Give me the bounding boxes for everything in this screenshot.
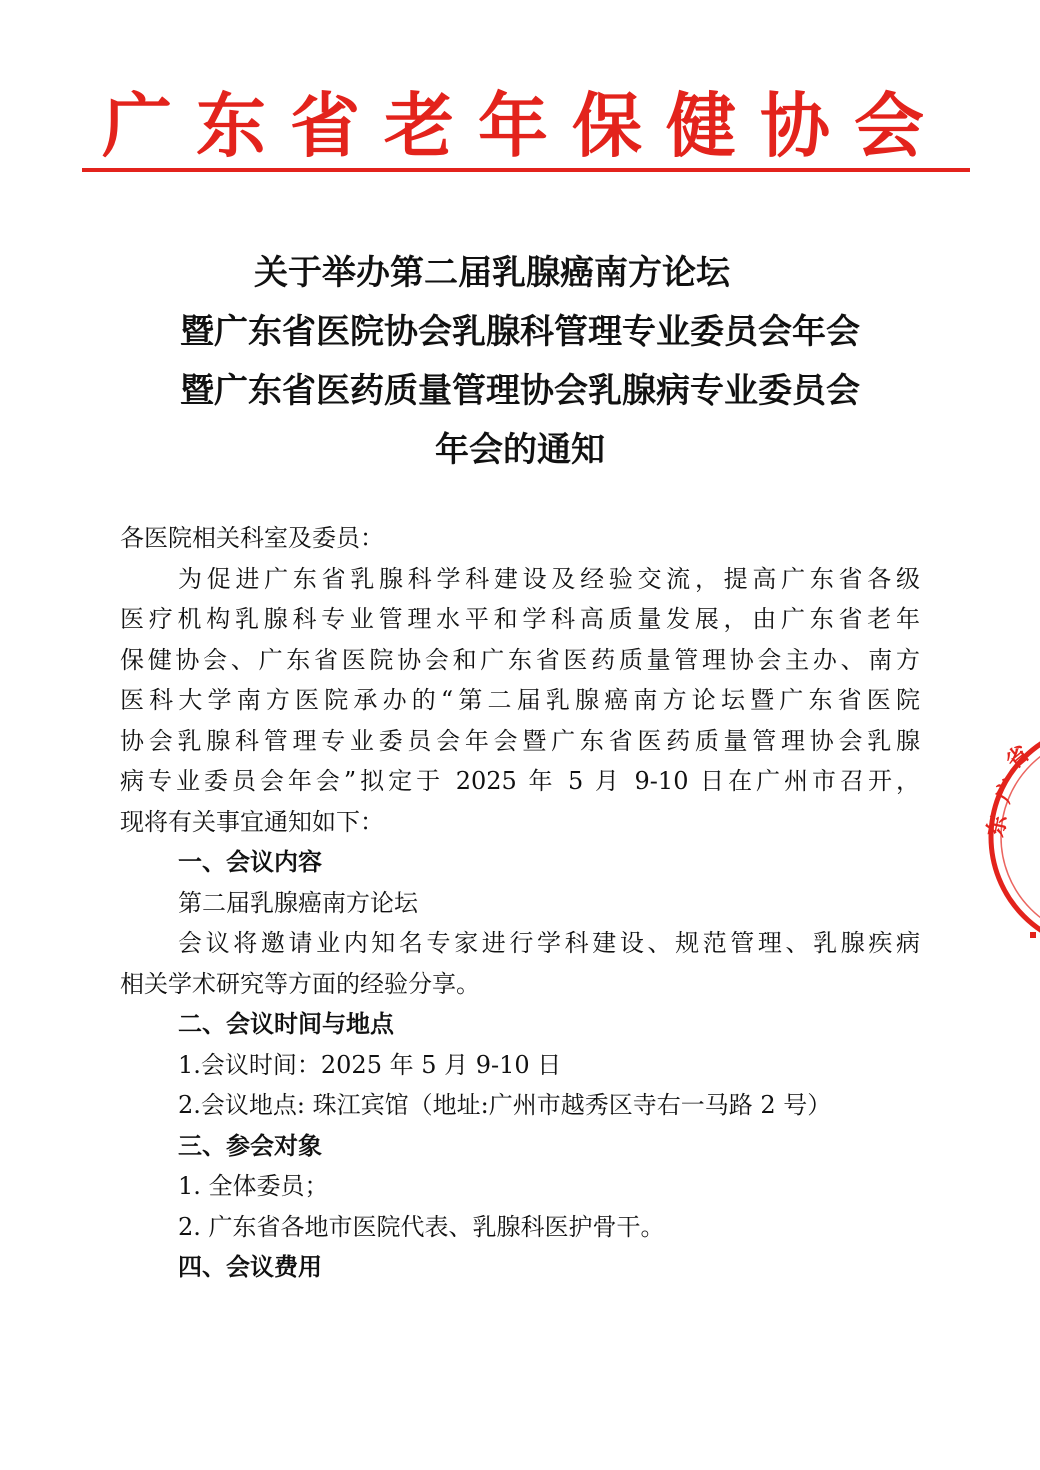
section-heading-time-place: 二、会议时间与地点 [178,1009,394,1038]
meeting-place: 2.会议地点: 珠江宾馆（地址:广州市越秀区寺右一马路 2 号） [178,1091,832,1119]
intro-line-3: 保健协会、广东省医院协会和广东省医药质量管理协会主办、南方 [120,645,920,674]
svg-text:省: 省 [1001,740,1035,775]
section-heading-content: 一、会议内容 [178,847,322,876]
intro-line-7: 现将有关事宜通知如下： [120,807,384,836]
intro-line-6: 病专业委员会年会”拟定于 2025 年 5 月 9-10 日在广州市召开， [120,767,920,795]
svg-text:东: 东 [982,812,1013,840]
letterhead-red-rule [82,168,970,172]
notice-title [0,244,1040,480]
svg-text:广: 广 [990,775,1024,807]
official-seal-stamp [978,712,1040,962]
section-heading-fees: 四、会议费用 [178,1252,322,1281]
title-line-2: 暨广东省医院协会乳腺科管理专业委员会年会 [180,312,860,352]
attendee-item-1: 1. 全体委员； [178,1172,329,1200]
content-line-1: 会议将邀请业内知名专家进行学科建设、规范管理、乳腺疾病 [178,929,920,957]
intro-line-1: 为促进广东省乳腺科学科建设及经验交流，提高广东省各级 [178,564,920,593]
section-heading-attendees: 三、参会对象 [178,1130,322,1160]
title-line-3: 暨广东省医药质量管理协会乳腺病专业委员会 [180,371,860,411]
title-line-1: 关于举办第二届乳腺癌南方论坛 [254,253,730,293]
meeting-time: 1.会议时间：2025 年 5 月 9-10 日 [178,1050,562,1079]
intro-line-2: 医疗机构乳腺科专业管理水平和学科高质量发展，由广东省老年 [120,605,920,633]
salutation: 各医院相关科室及委员： [120,524,384,552]
forum-name: 第二届乳腺癌南方论坛 [178,888,418,917]
title-line-4: 年会的通知 [435,430,605,470]
notice-body [120,518,920,1288]
attendee-item-2: 2. 广东省各地市医院代表、乳腺科医护骨干。 [178,1212,665,1241]
intro-line-4: 医科大学南方医院承办的“第二届乳腺癌南方论坛暨广东省医院 [120,686,920,714]
content-line-2: 相关学术研究等方面的经验分享。 [120,969,480,998]
intro-line-5: 协会乳腺科管理专业委员会年会暨广东省医药质量管理协会乳腺 [120,726,920,755]
organization-letterhead: 广东省老年保健协会 [102,84,948,167]
